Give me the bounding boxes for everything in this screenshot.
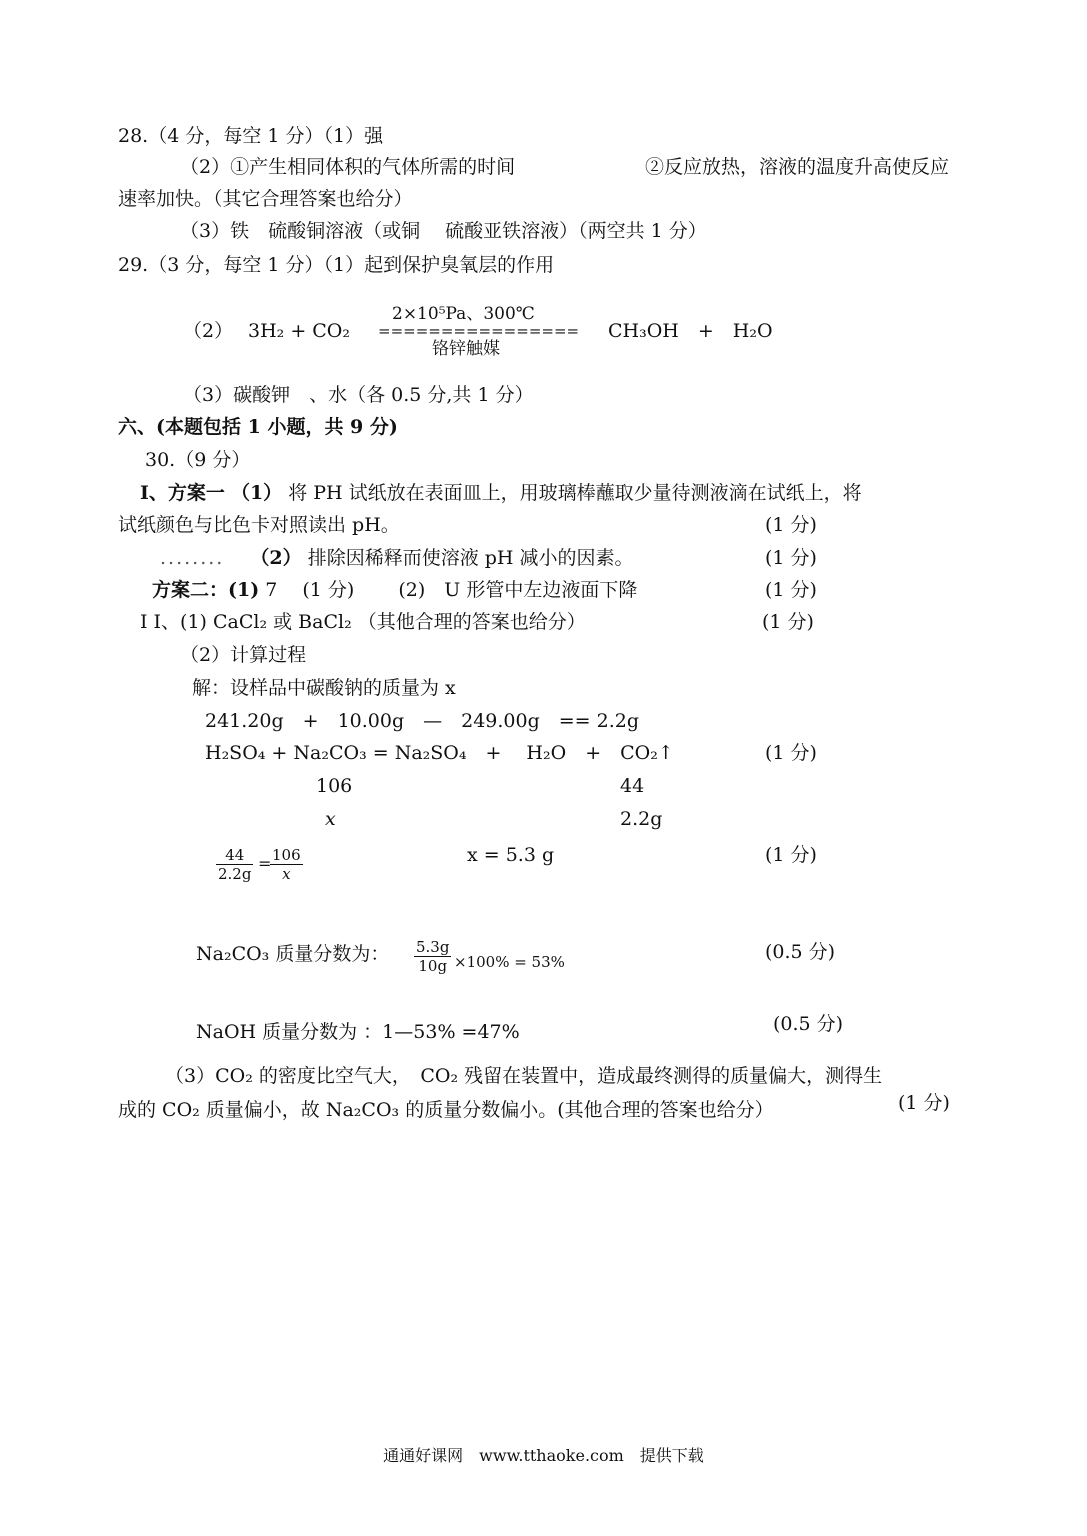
co2-mass: 2.2g: [620, 808, 663, 830]
part2-item1-score: (1 分): [762, 611, 814, 633]
fraction-equals: =: [258, 854, 272, 873]
solution-intro: 解：设样品中碳酸钠的质量为 x: [192, 677, 456, 699]
plan2-label: 方案二：(1): [152, 579, 260, 601]
plan1-item2-number: （2）: [250, 547, 302, 569]
molar-mass-co2: 44: [620, 775, 645, 797]
part2-item1: I I、(1) CaCl₂ 或 BaCl₂ （其他合理的答案也给分）: [140, 611, 586, 633]
part3-line-a: （3）CO₂ 的密度比空气大， CO₂ 残留在装置中，造成最终测得的质量偏大，测得生: [165, 1065, 883, 1087]
fraction-numerator: 5.3g: [416, 938, 450, 956]
plan1-item1-number: （1）: [230, 482, 283, 504]
mass-calculation: 241.20g + 10.00g — 249.00g == 2.2g: [205, 710, 640, 732]
molar-mass-na2co3: 106: [316, 775, 353, 797]
q29-products: CH₃OH + H₂O: [608, 320, 773, 342]
naoh-fraction: NaOH 质量分数为 ：1—53% =47%: [196, 1021, 520, 1043]
page-footer: 通通好课网 www.tthaoke.com 提供下载: [383, 1446, 704, 1465]
plan2-score: (1 分): [765, 579, 817, 601]
q28-part3: （3）铁 硫酸铜溶液（或铜 硫酸亚铁溶液）（两空共 1 分）: [180, 220, 707, 242]
plan1-item2-score: (1 分): [765, 547, 817, 569]
na2co3-score: (0.5 分): [765, 941, 836, 963]
plan1-item1-text: 将 PH 试纸放在表面皿上，用玻璃棒蘸取少量待测液滴在试纸上，将: [288, 482, 862, 504]
plan2-text: 7 (1 分) (2) U 形管中左边液面下降: [265, 579, 638, 601]
fraction-44-over-2.2g: [216, 846, 253, 883]
plan1-item1-score: (1 分): [765, 514, 817, 536]
part2-item2-heading: （2）计算过程: [180, 644, 307, 666]
q30-heading: 30.（9 分）: [145, 449, 251, 471]
plan1-item1-continued: 试纸颜色与比色卡对照读出 pH。: [118, 514, 400, 536]
fraction-106-over-x: [270, 846, 303, 883]
q29-part3: （3）碳酸钾 、水（各 0.5 分,共 1 分）: [183, 384, 534, 406]
na2co3-fraction-label: Na₂CO₃ 质量分数为：: [196, 943, 390, 965]
part3-line-b: 成的 CO₂ 质量偏小，故 Na₂CO₃ 的质量分数偏小。(其他合理的答案也给分）: [118, 1099, 774, 1121]
part3-score: (1 分): [898, 1092, 950, 1114]
q28-part2-c: 速率加快。（其它合理答案也给分）: [118, 188, 413, 210]
q29-condition-top: 2×10⁵Pa、300℃: [392, 304, 535, 324]
plan1-item2-line: [160, 546, 634, 570]
na2co3-fraction: [414, 938, 451, 975]
plan1-line: [140, 481, 862, 505]
chemical-equation: H₂SO₄ + Na₂CO₃ = Na₂SO₄ + H₂O + CO₂↑: [205, 742, 674, 764]
equation-score: (1 分): [765, 742, 817, 764]
q29-reaction-arrow: ================: [378, 322, 580, 340]
fraction-denominator: 2.2g: [218, 865, 252, 883]
naoh-score: (0.5 分): [773, 1013, 844, 1035]
plan1-label: I、方案一: [140, 482, 225, 504]
fraction-denominator: x: [282, 865, 291, 883]
unknown-x: x: [325, 808, 336, 830]
fraction-numerator: 106: [272, 846, 301, 864]
plan1-item2-text: 排除因稀释而使溶液 pH 减小的因素。: [307, 547, 634, 569]
q29-part2-label: （2）: [183, 320, 234, 342]
q29-reactants: 3H₂ + CO₂: [248, 320, 351, 342]
na2co3-percent-result: ×100% = 53%: [454, 953, 565, 971]
fraction-denominator: 10g: [418, 957, 448, 975]
fraction-numerator: 44: [216, 846, 253, 865]
x-result: x = 5.3 g: [467, 844, 555, 866]
x-result-score: (1 分): [765, 844, 817, 866]
q29-heading: 29.（3 分，每空 1 分）（1）起到保护臭氧层的作用: [118, 254, 555, 276]
q29-condition-bottom: 铬锌触媒: [432, 339, 500, 359]
q28-part2-a: （2）①产生相同体积的气体所需的时间: [180, 156, 516, 178]
q28-heading: 28.（4 分，每空 1 分）（1）强: [118, 125, 384, 147]
section6-title: 六、(本题包括 1 小题，共 9 分): [118, 416, 398, 438]
plan2-line: [152, 578, 637, 602]
q28-part2-b: ②反应放热，溶液的温度升高使反应: [645, 156, 950, 178]
plan1-item2-dots: ........: [160, 547, 225, 569]
